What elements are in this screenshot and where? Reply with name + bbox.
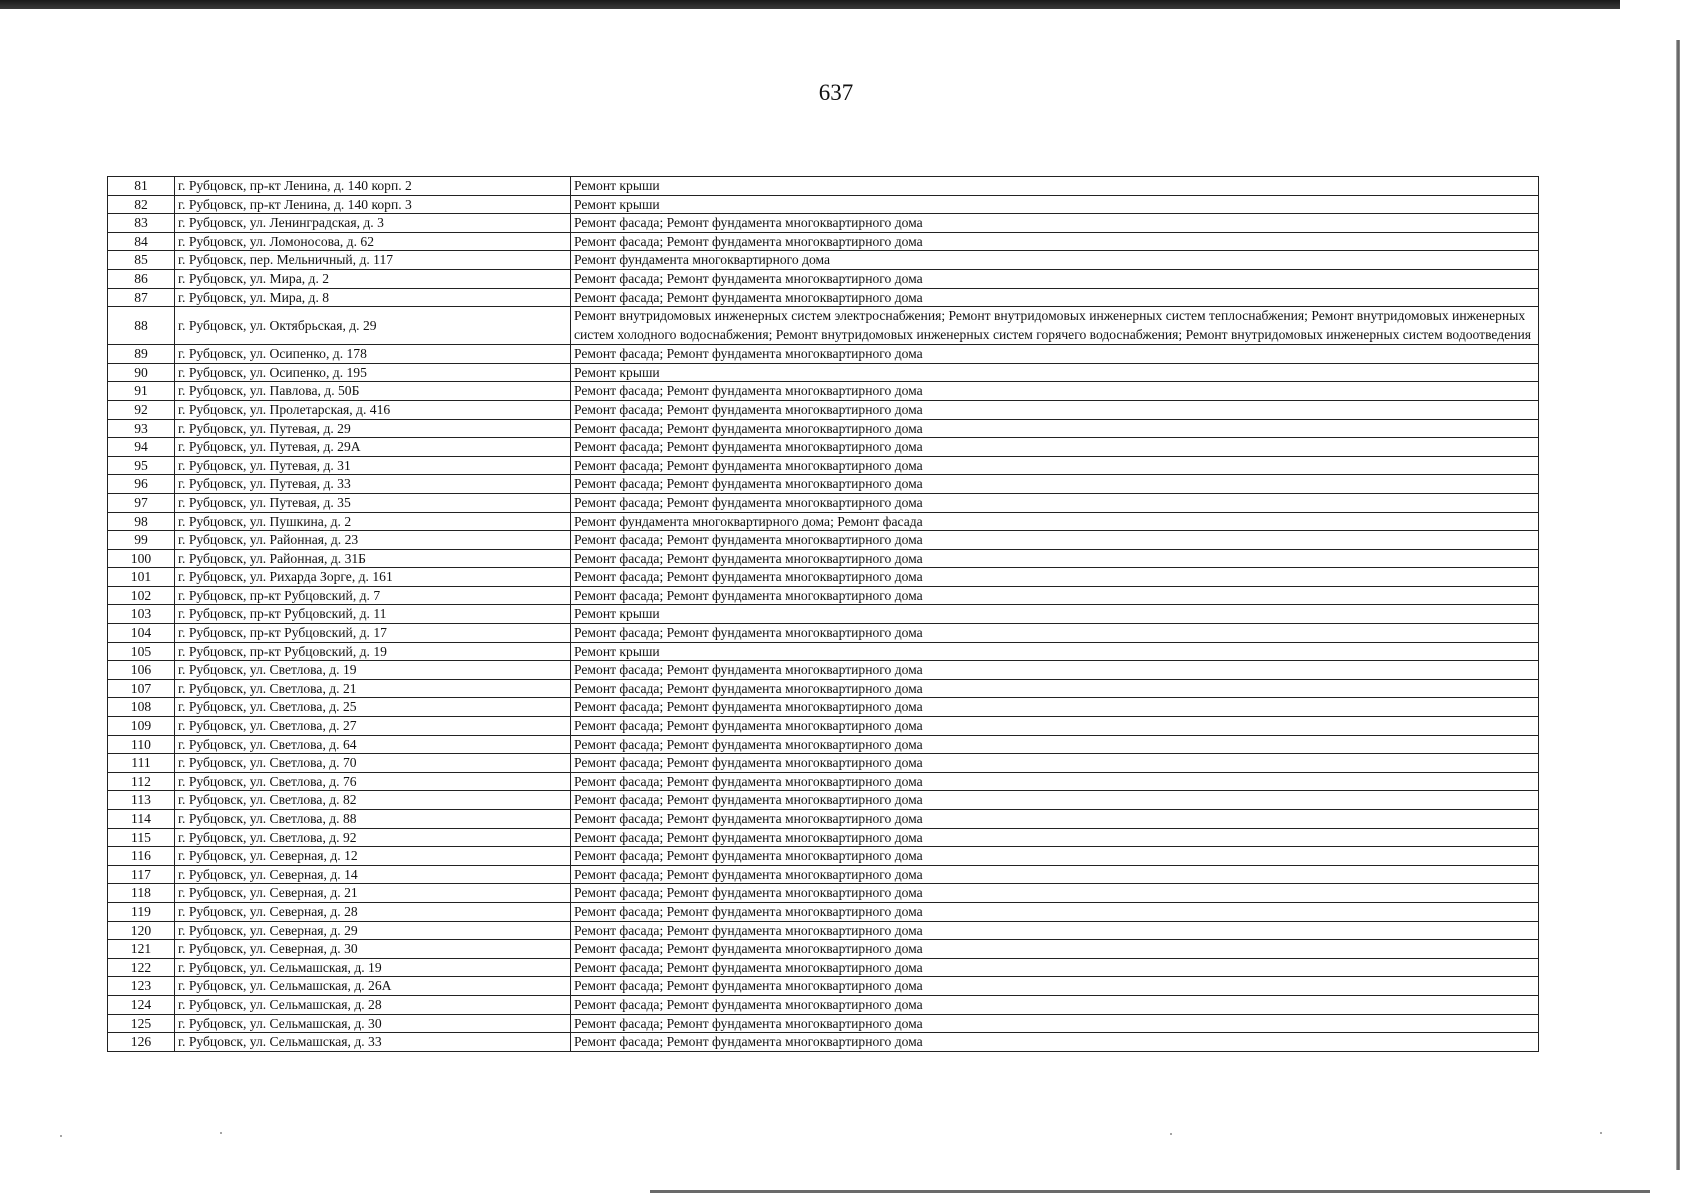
row-number: 81 xyxy=(108,177,175,196)
table-row xyxy=(108,921,1539,940)
work-type-cell: Ремонт фасада; Ремонт фундамента многоквартирного дома xyxy=(571,531,1539,550)
address-cell: г. Рубцовск, ул. Светлова, д. 88 xyxy=(175,810,571,829)
scan-speck xyxy=(1170,1133,1172,1135)
work-type-cell: Ремонт крыши xyxy=(571,177,1539,196)
address-cell: г. Рубцовск, ул. Светлова, д. 82 xyxy=(175,791,571,810)
address-cell: г. Рубцовск, ул. Сельмашская, д. 28 xyxy=(175,995,571,1014)
address-cell: г. Рубцовск, ул. Путевая, д. 29 xyxy=(175,419,571,438)
row-number: 84 xyxy=(108,232,175,251)
address-cell: г. Рубцовск, ул. Сельмашская, д. 33 xyxy=(175,1033,571,1052)
address-cell: г. Рубцовск, ул. Светлова, д. 64 xyxy=(175,735,571,754)
table-row xyxy=(108,995,1539,1014)
row-number: 122 xyxy=(108,958,175,977)
table-row xyxy=(108,810,1539,829)
table-row xyxy=(108,382,1539,401)
row-number: 111 xyxy=(108,754,175,773)
work-type-cell: Ремонт фасада; Ремонт фундамента многоквартирного дома xyxy=(571,679,1539,698)
address-cell: г. Рубцовск, ул. Сельмашская, д. 19 xyxy=(175,958,571,977)
row-number: 101 xyxy=(108,568,175,587)
table-row xyxy=(108,847,1539,866)
address-cell: г. Рубцовск, ул. Районная, д. 23 xyxy=(175,531,571,550)
work-type-cell: Ремонт фасада; Ремонт фундамента многоквартирного дома xyxy=(571,624,1539,643)
table-row xyxy=(108,977,1539,996)
work-type-cell: Ремонт фасада; Ремонт фундамента многоквартирного дома xyxy=(571,791,1539,810)
address-cell: г. Рубцовск, ул. Светлова, д. 27 xyxy=(175,717,571,736)
row-number: 125 xyxy=(108,1014,175,1033)
work-type-cell: Ремонт фасада; Ремонт фундамента многоквартирного дома xyxy=(571,232,1539,251)
row-number: 115 xyxy=(108,828,175,847)
scan-border-top xyxy=(0,0,1620,9)
address-cell: г. Рубцовск, ул. Сельмашская, д. 26А xyxy=(175,977,571,996)
table-row xyxy=(108,288,1539,307)
table-row xyxy=(108,493,1539,512)
row-number: 91 xyxy=(108,382,175,401)
row-number: 121 xyxy=(108,940,175,959)
work-type-cell: Ремонт крыши xyxy=(571,363,1539,382)
table-row xyxy=(108,1033,1539,1052)
address-cell: г. Рубцовск, ул. Рихарда Зорге, д. 161 xyxy=(175,568,571,587)
address-cell: г. Рубцовск, ул. Осипенко, д. 178 xyxy=(175,345,571,364)
row-number: 107 xyxy=(108,679,175,698)
address-cell: г. Рубцовск, ул. Северная, д. 29 xyxy=(175,921,571,940)
table-row xyxy=(108,679,1539,698)
scan-speck xyxy=(220,1132,222,1134)
table-row xyxy=(108,624,1539,643)
table-row xyxy=(108,419,1539,438)
work-type-cell: Ремонт фасада; Ремонт фундамента многоквартирного дома xyxy=(571,977,1539,996)
row-number: 85 xyxy=(108,251,175,270)
address-cell: г. Рубцовск, ул. Осипенко, д. 195 xyxy=(175,363,571,382)
table-row xyxy=(108,828,1539,847)
work-type-cell: Ремонт фасада; Ремонт фундамента многоквартирного дома xyxy=(571,698,1539,717)
row-number: 96 xyxy=(108,475,175,494)
work-type-cell: Ремонт фасада; Ремонт фундамента многоквартирного дома xyxy=(571,865,1539,884)
work-type-cell: Ремонт фасада; Ремонт фундамента многоквартирного дома xyxy=(571,493,1539,512)
work-type-cell: Ремонт фасада; Ремонт фундамента многоквартирного дома xyxy=(571,902,1539,921)
address-cell: г. Рубцовск, ул. Светлова, д. 25 xyxy=(175,698,571,717)
table-row xyxy=(108,232,1539,251)
work-type-cell: Ремонт фасада; Ремонт фундамента многоквартирного дома xyxy=(571,754,1539,773)
row-number: 109 xyxy=(108,717,175,736)
scan-speck xyxy=(1600,1132,1602,1134)
table-row xyxy=(108,214,1539,233)
work-type-cell: Ремонт фасада; Ремонт фундамента многоквартирного дома xyxy=(571,717,1539,736)
address-cell: г. Рубцовск, ул. Северная, д. 28 xyxy=(175,902,571,921)
table-row xyxy=(108,195,1539,214)
address-cell: г. Рубцовск, пр-кт Рубцовский, д. 7 xyxy=(175,586,571,605)
table-row xyxy=(108,717,1539,736)
address-cell: г. Рубцовск, ул. Путевая, д. 35 xyxy=(175,493,571,512)
row-number: 117 xyxy=(108,865,175,884)
table-row xyxy=(108,1014,1539,1033)
address-cell: г. Рубцовск, ул. Светлова, д. 92 xyxy=(175,828,571,847)
row-number: 88 xyxy=(108,307,175,345)
row-number: 99 xyxy=(108,531,175,550)
table-row xyxy=(108,512,1539,531)
table-row xyxy=(108,902,1539,921)
row-number: 114 xyxy=(108,810,175,829)
table-row xyxy=(108,586,1539,605)
work-type-cell: Ремонт фасада; Ремонт фундамента многоквартирного дома xyxy=(571,456,1539,475)
table-row xyxy=(108,958,1539,977)
work-type-cell: Ремонт фасада; Ремонт фундамента многоквартирного дома xyxy=(571,345,1539,364)
work-type-cell: Ремонт фасада; Ремонт фундамента многоквартирного дома xyxy=(571,586,1539,605)
work-type-cell: Ремонт фасада; Ремонт фундамента многоквартирного дома xyxy=(571,382,1539,401)
work-type-cell: Ремонт фасада; Ремонт фундамента многоквартирного дома xyxy=(571,269,1539,288)
work-type-cell: Ремонт фасада; Ремонт фундамента многоквартирного дома xyxy=(571,1033,1539,1052)
work-type-cell: Ремонт крыши xyxy=(571,605,1539,624)
work-type-cell: Ремонт фасада; Ремонт фундамента многоквартирного дома xyxy=(571,810,1539,829)
row-number: 102 xyxy=(108,586,175,605)
work-type-cell: Ремонт крыши xyxy=(571,642,1539,661)
row-number: 92 xyxy=(108,400,175,419)
address-cell: г. Рубцовск, пр-кт Рубцовский, д. 11 xyxy=(175,605,571,624)
table-row xyxy=(108,456,1539,475)
row-number: 100 xyxy=(108,549,175,568)
address-cell: г. Рубцовск, ул. Октябрьская, д. 29 xyxy=(175,307,571,345)
address-cell: г. Рубцовск, ул. Светлова, д. 19 xyxy=(175,661,571,680)
table-row xyxy=(108,754,1539,773)
work-type-cell: Ремонт внутридомовых инженерных систем электроснабжения; Ремонт внутридомовых инженерных систем теплоснабжения; Ремонт внутридомовых инженерных систем холодного водоснабжения; Ремонт внутридомовых инженерных систем горячего водоснабжения; Ремонт внутридомовых инженерных систем водоотведения xyxy=(571,307,1539,345)
address-cell: г. Рубцовск, ул. Северная, д. 21 xyxy=(175,884,571,903)
row-number: 106 xyxy=(108,661,175,680)
row-number: 94 xyxy=(108,438,175,457)
work-type-cell: Ремонт фасада; Ремонт фундамента многоквартирного дома xyxy=(571,847,1539,866)
address-cell: г. Рубцовск, ул. Районная, д. 31Б xyxy=(175,549,571,568)
row-number: 105 xyxy=(108,642,175,661)
table-row xyxy=(108,549,1539,568)
row-number: 123 xyxy=(108,977,175,996)
address-cell: г. Рубцовск, пр-кт Рубцовский, д. 19 xyxy=(175,642,571,661)
table-row xyxy=(108,772,1539,791)
row-number: 97 xyxy=(108,493,175,512)
row-number: 86 xyxy=(108,269,175,288)
address-cell: г. Рубцовск, ул. Сельмашская, д. 30 xyxy=(175,1014,571,1033)
table-row xyxy=(108,531,1539,550)
work-type-cell: Ремонт фасада; Ремонт фундамента многоквартирного дома xyxy=(571,828,1539,847)
page-number: 637 xyxy=(818,80,854,105)
row-number: 82 xyxy=(108,195,175,214)
address-cell: г. Рубцовск, ул. Мира, д. 8 xyxy=(175,288,571,307)
work-type-cell: Ремонт фасада; Ремонт фундамента многоквартирного дома xyxy=(571,921,1539,940)
work-type-cell: Ремонт фасада; Ремонт фундамента многоквартирного дома xyxy=(571,884,1539,903)
table-row xyxy=(108,475,1539,494)
table-row xyxy=(108,269,1539,288)
table-row xyxy=(108,661,1539,680)
table-row xyxy=(108,735,1539,754)
work-type-cell: Ремонт фасада; Ремонт фундамента многоквартирного дома xyxy=(571,958,1539,977)
address-cell: г. Рубцовск, ул. Путевая, д. 33 xyxy=(175,475,571,494)
work-type-cell: Ремонт фасада; Ремонт фундамента многоквартирного дома xyxy=(571,438,1539,457)
row-number: 112 xyxy=(108,772,175,791)
row-number: 98 xyxy=(108,512,175,531)
work-type-cell: Ремонт фасада; Ремонт фундамента многоквартирного дома xyxy=(571,940,1539,959)
table-row xyxy=(108,884,1539,903)
table-row xyxy=(108,177,1539,196)
row-number: 95 xyxy=(108,456,175,475)
row-number: 126 xyxy=(108,1033,175,1052)
table-row xyxy=(108,438,1539,457)
table-row xyxy=(108,865,1539,884)
row-number: 89 xyxy=(108,345,175,364)
scan-border-bottom xyxy=(650,1190,1650,1193)
work-type-cell: Ремонт фасада; Ремонт фундамента многоквартирного дома xyxy=(571,735,1539,754)
table-row xyxy=(108,605,1539,624)
address-cell: г. Рубцовск, ул. Пролетарская, д. 416 xyxy=(175,400,571,419)
row-number: 113 xyxy=(108,791,175,810)
work-type-cell: Ремонт фасада; Ремонт фундамента многоквартирного дома xyxy=(571,419,1539,438)
table-row xyxy=(108,791,1539,810)
work-type-cell: Ремонт фасада; Ремонт фундамента многоквартирного дома xyxy=(571,400,1539,419)
address-cell: г. Рубцовск, ул. Светлова, д. 76 xyxy=(175,772,571,791)
address-cell: г. Рубцовск, ул. Светлова, д. 21 xyxy=(175,679,571,698)
address-cell: г. Рубцовск, пр-кт Ленина, д. 140 корп. 3 xyxy=(175,195,571,214)
table-row xyxy=(108,251,1539,270)
work-type-cell: Ремонт фасада; Ремонт фундамента многоквартирного дома xyxy=(571,995,1539,1014)
table-row xyxy=(108,698,1539,717)
address-cell: г. Рубцовск, ул. Ленинградская, д. 3 xyxy=(175,214,571,233)
address-cell: г. Рубцовск, ул. Светлова, д. 70 xyxy=(175,754,571,773)
address-cell: г. Рубцовск, ул. Пушкина, д. 2 xyxy=(175,512,571,531)
row-number: 110 xyxy=(108,735,175,754)
work-type-cell: Ремонт фасада; Ремонт фундамента многоквартирного дома xyxy=(571,549,1539,568)
table-row xyxy=(108,400,1539,419)
row-number: 120 xyxy=(108,921,175,940)
work-type-cell: Ремонт фасада; Ремонт фундамента многоквартирного дома xyxy=(571,288,1539,307)
address-cell: г. Рубцовск, ул. Путевая, д. 29А xyxy=(175,438,571,457)
table-row xyxy=(108,363,1539,382)
row-number: 83 xyxy=(108,214,175,233)
row-number: 124 xyxy=(108,995,175,1014)
table-body xyxy=(108,177,1539,1052)
row-number: 90 xyxy=(108,363,175,382)
work-type-cell: Ремонт фасада; Ремонт фундамента многоквартирного дома xyxy=(571,214,1539,233)
address-cell: г. Рубцовск, ул. Павлова, д. 50Б xyxy=(175,382,571,401)
row-number: 119 xyxy=(108,902,175,921)
row-number: 87 xyxy=(108,288,175,307)
row-number: 116 xyxy=(108,847,175,866)
scan-border-right xyxy=(1676,40,1680,1170)
address-cell: г. Рубцовск, пр-кт Ленина, д. 140 корп. 2 xyxy=(175,177,571,196)
work-type-cell: Ремонт крыши xyxy=(571,195,1539,214)
work-type-cell: Ремонт фундамента многоквартирного дома xyxy=(571,251,1539,270)
table-row xyxy=(108,642,1539,661)
table-row xyxy=(108,568,1539,587)
work-type-cell: Ремонт фасада; Ремонт фундамента многоквартирного дома xyxy=(571,475,1539,494)
address-cell: г. Рубцовск, пр-кт Рубцовский, д. 17 xyxy=(175,624,571,643)
table-row xyxy=(108,940,1539,959)
address-work-table xyxy=(107,176,1539,1052)
work-type-cell: Ремонт фасада; Ремонт фундамента многоквартирного дома xyxy=(571,568,1539,587)
address-cell: г. Рубцовск, ул. Путевая, д. 31 xyxy=(175,456,571,475)
address-cell: г. Рубцовск, пер. Мельничный, д. 117 xyxy=(175,251,571,270)
row-number: 108 xyxy=(108,698,175,717)
work-type-cell: Ремонт фундамента многоквартирного дома; Ремонт фасада xyxy=(571,512,1539,531)
address-cell: г. Рубцовск, ул. Северная, д. 12 xyxy=(175,847,571,866)
address-cell: г. Рубцовск, ул. Мира, д. 2 xyxy=(175,269,571,288)
address-cell: г. Рубцовск, ул. Северная, д. 14 xyxy=(175,865,571,884)
work-type-cell: Ремонт фасада; Ремонт фундамента многоквартирного дома xyxy=(571,661,1539,680)
work-type-cell: Ремонт фасада; Ремонт фундамента многоквартирного дома xyxy=(571,772,1539,791)
row-number: 103 xyxy=(108,605,175,624)
row-number: 93 xyxy=(108,419,175,438)
row-number: 104 xyxy=(108,624,175,643)
row-number: 118 xyxy=(108,884,175,903)
table-row xyxy=(108,307,1539,345)
scan-speck xyxy=(60,1135,62,1137)
table-row xyxy=(108,345,1539,364)
address-cell: г. Рубцовск, ул. Северная, д. 30 xyxy=(175,940,571,959)
work-type-cell: Ремонт фасада; Ремонт фундамента многоквартирного дома xyxy=(571,1014,1539,1033)
address-cell: г. Рубцовск, ул. Ломоносова, д. 62 xyxy=(175,232,571,251)
